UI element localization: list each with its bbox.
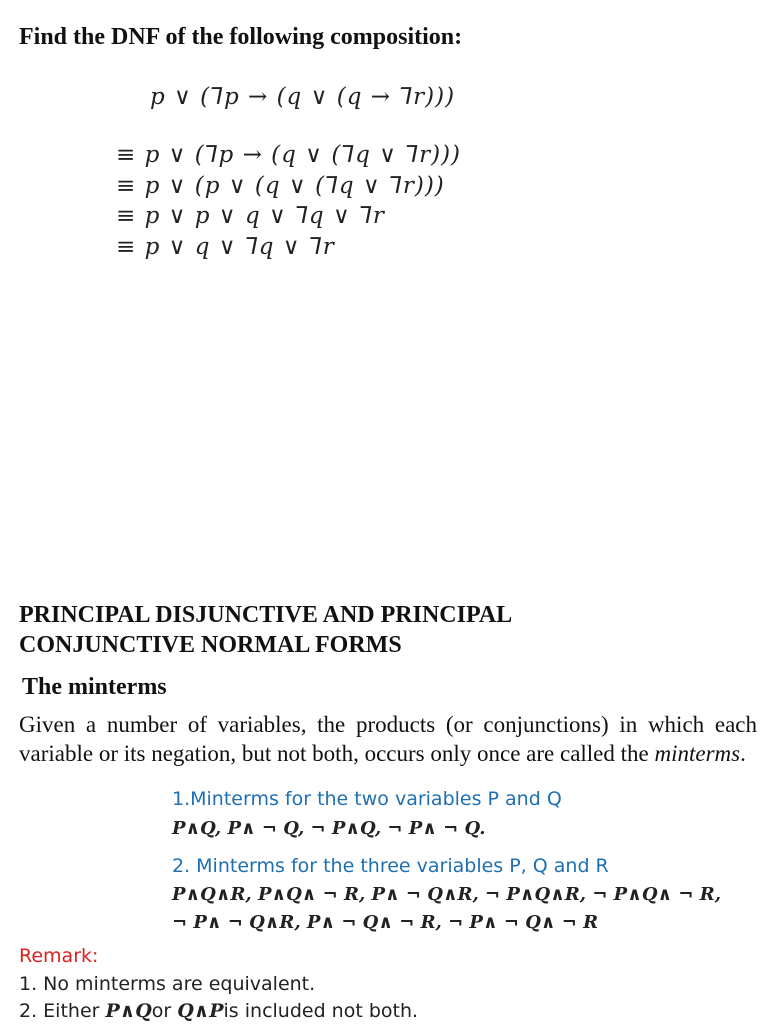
remark-label: Remark: [19,945,99,967]
dnf-step-2: ≡ p ∨ (p ∨ (q ∨ (⅂q ∨ ⅂r))) [116,173,445,199]
remark-point-2-prefix: 2. Either [19,1000,106,1022]
remark-term-1: P∧Q [105,1000,152,1022]
item2-minterms-line-1: P∧Q∧R, P∧Q∧ ¬ R, P∧ ¬ Q∧R, ¬ P∧Q∧R, ¬ P∧Q∧ ¬ R, [172,884,721,905]
dnf-step-1: ≡ p ∨ (⅂p → (q ∨ (⅂q ∨ ⅂r))) [116,142,462,168]
section-title [19,600,512,660]
remark-point-2 [19,1000,418,1022]
section-title-line-1: PRINCIPAL DISJUNCTIVE AND PRINCIPAL [19,602,513,628]
minterms-paragraph [19,710,757,768]
dnf-heading: Find the DNF of the following composition: [19,24,463,50]
section-title-line-2: CONJUNCTIVE NORMAL FORMS [19,632,402,658]
item1-minterms: P∧Q, P∧ ¬ Q, ¬ P∧Q, ¬ P∧ ¬ Q. [172,818,486,839]
paragraph-emphasis: minterms [654,741,741,766]
paragraph-end: . [740,741,746,766]
minterms-subheading: The minterms [22,674,167,700]
item2-minterms-line-2: ¬ P∧ ¬ Q∧R, P∧ ¬ Q∧ ¬ R, ¬ P∧ ¬ Q∧ ¬ R [172,912,599,933]
paragraph-text: Given a number of variables, the products (or conjunctions) in which each variable or its negation, but not both, occurs only once are called the [19,712,757,766]
item1-title: 1.Minterms for the two variables P and Q [172,788,562,810]
item2-title: 2. Minterms for the three variables P, Q and R [172,855,609,877]
remark-point-1: 1. No minterms are equivalent. [19,973,316,995]
remark-point-2-middle: or [151,1000,178,1022]
dnf-step-3: ≡ p ∨ p ∨ q ∨ ⅂q ∨ ⅂r [116,203,385,229]
dnf-step-4: ≡ p ∨ q ∨ ⅂q ∨ ⅂r [116,234,335,260]
remark-term-2: Q∧P [177,1000,224,1022]
remark-point-2-suffix: is included not both. [223,1000,419,1022]
dnf-expression: p ∨ (⅂p → (q ∨ (q → ⅂r))) [150,84,456,110]
